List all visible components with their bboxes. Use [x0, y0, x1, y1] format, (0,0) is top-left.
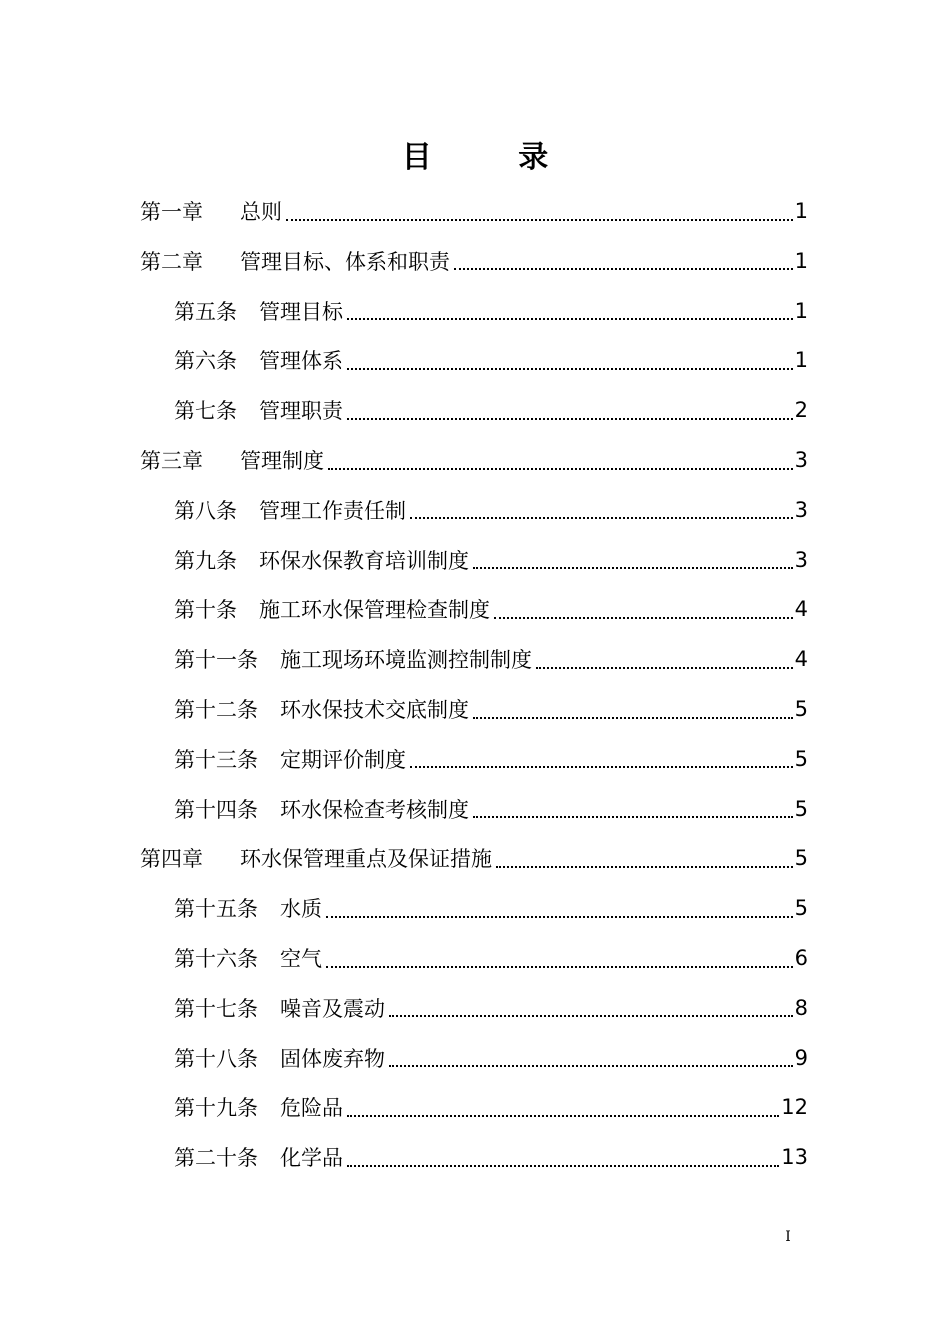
toc-entry-page: 5 — [794, 896, 808, 921]
toc-entry-number: 第三章 — [140, 449, 203, 473]
toc-entry-number: 第二十条 — [174, 1146, 258, 1171]
toc-dot-leader — [473, 566, 793, 569]
toc-entry-label: 管理目标 — [259, 299, 343, 324]
toc-entry-page: 9 — [794, 1045, 808, 1070]
toc-dot-leader — [473, 815, 793, 818]
toc-entry-label: 空气 — [280, 947, 322, 971]
toc-entry-page: 1 — [794, 199, 808, 223]
toc-article-entry[interactable] — [174, 634, 808, 684]
toc-chapter-entry[interactable] — [140, 236, 808, 286]
toc-article-entry[interactable] — [174, 734, 808, 784]
toc-entry-label: 管理职责 — [259, 399, 343, 424]
toc-entry-number: 第九条 — [174, 548, 237, 573]
toc-entry-label: 施工环水保管理检查制度 — [259, 598, 490, 623]
toc-dot-leader — [347, 367, 793, 370]
toc-entry-number: 第十七条 — [174, 996, 258, 1021]
toc-entry-number: 第四章 — [140, 847, 203, 872]
toc-entry-label: 水质 — [280, 897, 322, 922]
toc-chapter-entry[interactable] — [140, 435, 808, 485]
toc-entry-page: 13 — [781, 1145, 808, 1170]
toc-entry-page: 3 — [794, 547, 808, 572]
toc-article-entry[interactable] — [174, 1033, 808, 1083]
toc-entry-page: 6 — [794, 946, 808, 970]
toc-entry-page: 1 — [794, 348, 808, 373]
toc-article-entry[interactable] — [174, 1082, 808, 1132]
toc-dot-leader — [389, 1014, 793, 1017]
toc-dot-leader — [496, 865, 793, 868]
toc-entry-label: 施工现场环境监测控制制度 — [280, 648, 532, 673]
toc-article-entry[interactable] — [174, 983, 808, 1033]
toc-entry-page: 4 — [794, 647, 808, 672]
toc-entry-number: 第七条 — [174, 399, 237, 424]
page-title: 目 录 — [401, 140, 587, 175]
toc-article-entry[interactable] — [174, 535, 808, 585]
toc-entry-number: 第十九条 — [174, 1096, 258, 1121]
toc-dot-leader — [326, 915, 793, 918]
toc-entry-number: 第十四条 — [174, 797, 258, 822]
toc-article-entry[interactable] — [174, 684, 808, 734]
toc-entry-label: 管理体系 — [259, 349, 343, 374]
toc-entry-label: 化学品 — [280, 1146, 343, 1171]
toc-dot-leader — [347, 417, 793, 420]
toc-dot-leader — [473, 716, 793, 719]
toc-entry-page: 12 — [781, 1095, 808, 1120]
toc-entry-label: 固体废弃物 — [280, 1046, 385, 1071]
toc-entry-number: 第十五条 — [174, 897, 258, 922]
toc-entry-page: 5 — [794, 746, 808, 771]
toc-entry-page: 3 — [794, 497, 808, 522]
toc-entry-label: 环保水保教育培训制度 — [259, 548, 469, 573]
page-number-footer: I — [785, 1229, 791, 1245]
toc-dot-leader — [347, 317, 793, 320]
toc-dot-leader — [347, 1114, 779, 1117]
toc-entry-number: 第二章 — [140, 249, 203, 274]
toc-entry-number: 第五条 — [174, 299, 237, 324]
toc-entry-number: 第八条 — [174, 498, 237, 523]
toc-article-entry[interactable] — [174, 584, 808, 634]
toc-entry-number: 第一章 — [140, 200, 203, 224]
toc-dot-leader — [328, 467, 793, 470]
toc-entry-label: 定期评价制度 — [280, 747, 406, 772]
toc-article-entry[interactable] — [174, 883, 808, 933]
toc-entry-page: 5 — [794, 796, 808, 821]
toc-entry-page: 2 — [794, 398, 808, 423]
toc-article-entry[interactable] — [174, 1132, 808, 1182]
toc-entry-page: 5 — [794, 846, 808, 871]
toc-entry-label: 总则 — [240, 200, 282, 224]
toc-dot-leader — [326, 965, 793, 968]
toc-entry-page: 1 — [794, 248, 808, 273]
toc-entry-number: 第十三条 — [174, 747, 258, 772]
toc-entry-number: 第十一条 — [174, 648, 258, 673]
toc-dot-leader — [410, 516, 793, 519]
toc-entry-label: 环水保管理重点及保证措施 — [240, 847, 492, 872]
toc-dot-leader — [389, 1064, 793, 1067]
toc-article-entry[interactable] — [174, 485, 808, 535]
toc-entry-number: 第十六条 — [174, 947, 258, 971]
toc-entry-label: 环水保技术交底制度 — [280, 698, 469, 722]
toc-dot-leader — [494, 616, 793, 619]
toc-entry-label: 管理目标、体系和职责 — [240, 249, 450, 274]
toc-entry-label: 环水保检查考核制度 — [280, 797, 469, 822]
toc-chapter-entry[interactable] — [140, 186, 808, 236]
toc-entry-label: 管理制度 — [240, 449, 324, 473]
toc-article-entry[interactable] — [174, 335, 808, 385]
toc-dot-leader — [454, 267, 793, 270]
toc-entry-label: 管理工作责任制 — [259, 498, 406, 523]
toc-dot-leader — [410, 765, 793, 768]
toc-entry-label: 噪音及震动 — [280, 996, 385, 1021]
toc-dot-leader — [536, 666, 793, 669]
toc-entry-label: 危险品 — [280, 1096, 343, 1121]
toc-entry-page: 3 — [794, 448, 808, 472]
toc-chapter-entry[interactable] — [140, 833, 808, 883]
toc-entry-number: 第十八条 — [174, 1046, 258, 1071]
toc-article-entry[interactable] — [174, 385, 808, 435]
toc-article-entry[interactable] — [174, 933, 808, 983]
toc-dot-leader — [347, 1164, 779, 1167]
toc-entry-number: 第六条 — [174, 349, 237, 374]
toc-entry-number: 第十条 — [174, 598, 237, 623]
toc-entry-page: 5 — [794, 697, 808, 721]
toc-article-entry[interactable] — [174, 286, 808, 336]
toc-entry-page: 4 — [794, 597, 808, 622]
toc-article-entry[interactable] — [174, 784, 808, 834]
toc-entry-page: 8 — [794, 995, 808, 1020]
toc-entry-page: 1 — [794, 298, 808, 323]
toc-dot-leader — [286, 218, 793, 221]
toc-entry-number: 第十二条 — [174, 698, 258, 722]
